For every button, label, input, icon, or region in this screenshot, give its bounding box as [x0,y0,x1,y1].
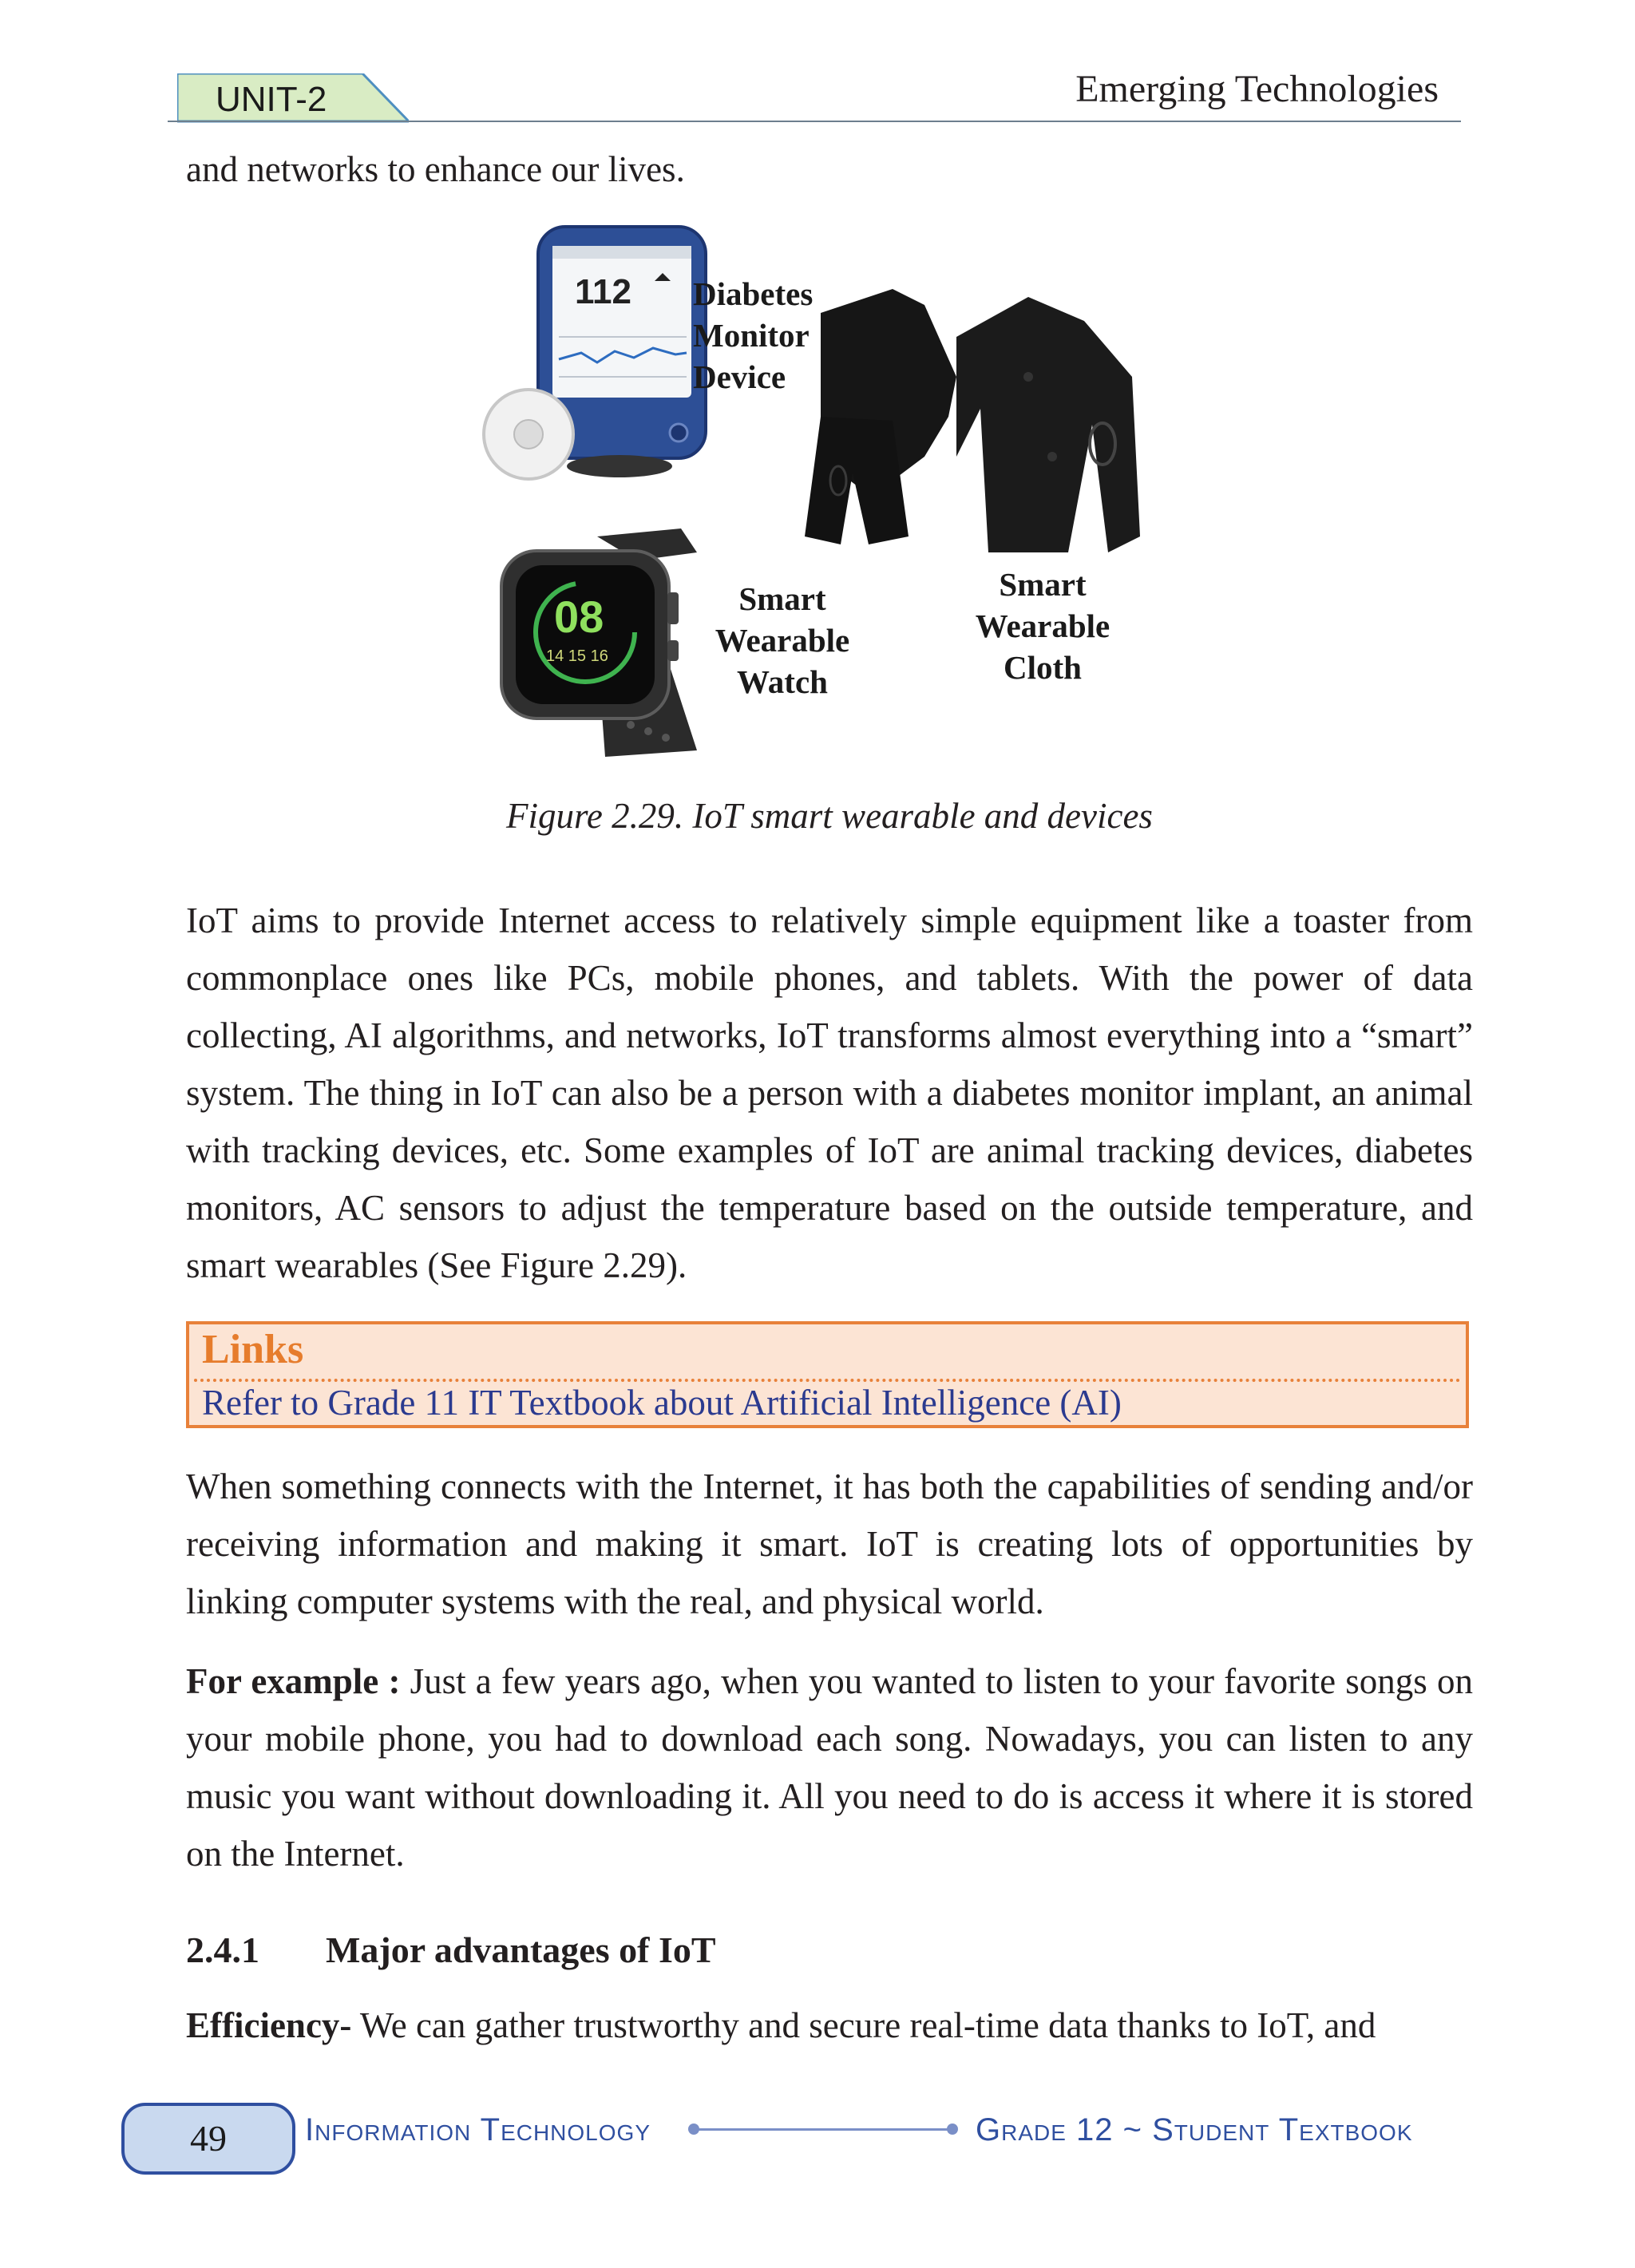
footer-line [691,2128,952,2131]
links-title: Links [202,1327,304,1372]
paragraph-iot-overview: IoT aims to provide Internet access to relatively simple equipment like a toaster from commonplace ones like PCs, mobile phones, and tablets. With the power of data collecting, AI algorithms, and networks, IoT transforms almost everything into a “smart” system. The thing in IoT can also be a person with a diabetes monitor implant, an animal with tracking devices, etc. Some examples of IoT are animal tracking devices, diabetes monitors, AC sensors to adjust the temperature based on the outside temperature, and smart wearables (See Figure 2.29). [186,900,1473,1285]
paragraph-efficiency [186,1997,1473,2054]
figure-caption: Figure 2.29. IoT smart wearable and devices [506,796,1153,836]
label-smart-watch: Smart Wearable Watch [715,580,850,700]
label-diabetes-monitor: Diabetes Monitor Device [693,275,814,395]
watch-date: 14 15 16 [546,647,608,665]
header-title: Emerging Technologies [1075,68,1439,110]
label-smart-cloth: Smart Wearable Cloth [975,566,1110,686]
smart-watch-image [501,528,697,757]
efficiency-label: Efficiency- [186,2005,352,2045]
example-label: For example : [186,1661,401,1701]
footer-subject: Information Technology [305,2112,651,2147]
page-number: 49 [190,2118,227,2159]
paragraph-example [186,1653,1473,1882]
unit-tab [177,73,409,123]
intro-text: and networks to enhance our lives. [186,149,685,189]
header-rule [168,121,1461,122]
device-reading: 112 [575,272,631,311]
links-reference[interactable]: Refer to Grade 11 IT Textbook about Artificial Intelligence (AI) [202,1383,1122,1423]
efficiency-text: We can gather trustworthy and secure real-time data thanks to IoT, and [351,2005,1376,2045]
example-text: Just a few years ago, when you wanted to listen to your favorite songs on your mobile phone, you had to download each song. Nowadays, you can listen to any music you want without downloading it. All you need to do is access it where it is stored on the Internet. [186,1661,1473,1874]
section-title: Major advantages of IoT [326,1930,716,1970]
page-number-badge [121,2103,295,2175]
smart-cloth-image [805,289,1140,552]
unit-label: UNIT-2 [216,80,327,119]
footer-book: Grade 12 ~ Student Textbook [976,2112,1413,2147]
paragraph-internet-connection: When something connects with the Internet, it has both the capabilities of sending and/or receiving information and making it smart. IoT is creating lots of opportunities by linking computer systems with the real, and physical world. [186,1466,1473,1621]
diabetes-monitor-image [484,227,706,479]
section-number: 2.4.1 [186,1930,259,1970]
footer-dot-right [947,2124,958,2135]
watch-time: 08 [554,592,604,642]
section-heading [186,1929,716,1971]
links-box [186,1321,1469,1428]
figure-iot-wearables [477,217,1172,768]
